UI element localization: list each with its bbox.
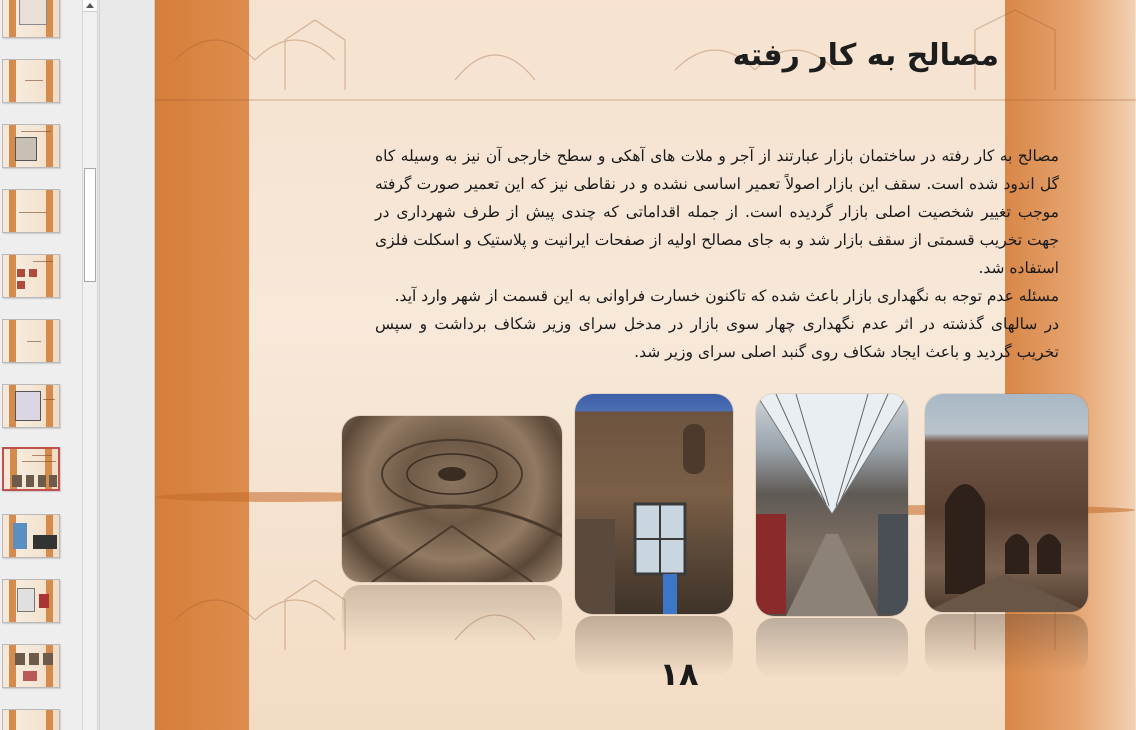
brick-facade-photo[interactable]: [575, 394, 733, 614]
body-paragraph: مسئله عدم توجه به نگهداری بازار باعث شده که تاکنون خسارت فراوانی به این قسمت از شهر وارد آید.: [394, 287, 1059, 305]
editor-gutter: [99, 0, 154, 730]
slide-thumbnail-9[interactable]: [2, 514, 60, 558]
slide-thumbnail-pane: [0, 0, 82, 730]
slide-thumbnail-1[interactable]: [2, 0, 60, 38]
slide-number: ۱۸: [659, 655, 699, 693]
slide-thumbnail-12[interactable]: [2, 709, 60, 730]
slide-body-text[interactable]: [375, 142, 1059, 366]
slide-title[interactable]: مصالح به کار رفته: [732, 38, 999, 73]
dome-interior-photo[interactable]: [342, 416, 562, 582]
slide-thumbnail-3[interactable]: [2, 124, 60, 168]
slide-thumbnail-6[interactable]: [2, 319, 60, 363]
slide-thumbnail-5[interactable]: [2, 254, 60, 298]
body-paragraph: در سالهای گذشته در اثر عدم نگهداری چهار سوی بازار در مدخل سرای وزیر شکاف برداشت و سپس تخریب گردید و باعث ایجاد شکاف روی گنبد اصلی سرای وزیر شد.: [375, 315, 1059, 361]
slide-thumbnail-2[interactable]: [2, 59, 60, 103]
arched-ruins-photo[interactable]: [925, 394, 1088, 612]
scroll-up-arrow-icon[interactable]: [83, 0, 97, 12]
thumbnail-scrollbar[interactable]: [82, 0, 98, 730]
slide-thumbnail-7[interactable]: [2, 384, 60, 428]
photo-reflection: [342, 585, 562, 645]
body-paragraph: مصالح به کار رفته در ساختمان بازار عبارتند از آجر و ملات های آهکی و سطح خارجی آن نیز به وسیله کاه گل اندود شده است. سقف این بازار اصولاً تعمیر اساسی نشده و در نقاطی نیز که این تعمیر صورت گرفته موجب تغییر شخصیت اصلی بازار گردیده است. از جمله اقداماتی که چندی پیش از طرف شهرداری در جهت تخریب قسمتی از سقف بازار شد و به جای مصالح اولیه از صفحات ایرانیت و پلاستیک و اسکلت فلزی استفاده شد.: [375, 147, 1059, 277]
slide-thumbnail-10[interactable]: [2, 579, 60, 623]
slide-canvas: [154, 0, 1136, 730]
scrollbar-thumb[interactable]: [84, 168, 96, 282]
photo-reflection: [756, 618, 908, 678]
photo-reflection: [925, 614, 1088, 674]
slide-thumbnail-11[interactable]: [2, 644, 60, 688]
bazaar-corridor-photo[interactable]: [756, 394, 908, 616]
slide-thumbnail-4[interactable]: [2, 189, 60, 233]
slide-thumbnail-8-selected[interactable]: [2, 447, 60, 491]
